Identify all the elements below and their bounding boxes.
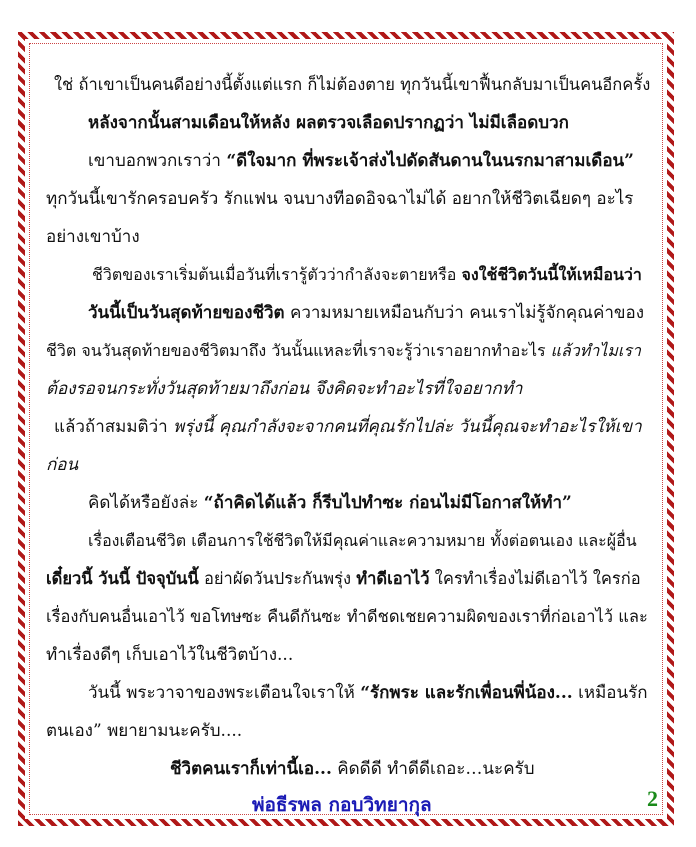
paragraph-line [88,150,634,172]
text-run: ความหมายเหมือนกับว่า คนเราไม่รู้จักคุณค่าของ [284,303,645,323]
text-run: อย่าผัดวันประกันพรุ่ง [198,569,357,588]
bold-text: วันนี้เป็นวันสุดท้ายของชีวิต [88,303,285,323]
bold-text: ชีวิตคนเราก็เท่านี้เอ... [170,759,332,779]
paragraph-line [46,340,641,362]
page-number: 2 [647,786,658,811]
text-run: หลังจากนั้นสามเดือนให้หลัง ผลตรวจเลือดปรากฏว่า ไม่มีเลือดบวก [88,113,569,133]
paragraph-line [46,644,293,666]
paragraph-line [46,454,78,476]
author-signature [252,794,432,816]
bold-text: ทำดีเอาไว้ [356,569,430,588]
paragraph-line [88,682,648,704]
text-run: เรื่องเตือนชีวิต เตือนการใช้ชีวิตให้มีคุณค่าและความหมาย ทั้งต่อตนเอง และผู้อื่น [88,531,637,550]
paragraph-line [88,492,572,514]
paragraph-line [92,264,642,286]
text-run: เขาบอกพวกเราว่า [88,151,227,171]
text-run: ใครทำเรื่องไม่ดีเอาไว้ ใครก่อ [429,569,641,588]
text-run: ตนเอง” พยายามนะครับ.... [46,721,243,741]
paragraph-line [46,606,648,628]
bold-quote: “ดีใจมาก ที่พระเจ้าส่งไปดัดสันดานในนรกมาสามเดือน” [226,151,634,171]
paragraph-line [46,720,242,742]
text-run: ชีวิต จนวันสุดท้ายของชีวิตมาถึง วันนั้นแหละที่เราจะรู้ว่าเราอยากทำอะไร [46,341,551,360]
paragraph-line [46,226,140,248]
signature-text: พ่อธีรพล กอบวิทยากุล [252,794,432,816]
text-run: คิดดีดี ทำดีดีเถอะ…นะครับ [331,759,535,779]
paragraph-line [88,530,637,552]
paragraph-line [46,568,641,590]
italic-text: พรุ่งนี้ คุณกำลังจะจากคนที่คุณรักไปล่ะ วันนี้คุณจะทำอะไรให้เขา [173,417,642,437]
text-run: ทำเรื่องดีๆ เก็บเอาไว้ในชีวิตบ้าง... [46,645,294,665]
bold-quote: “ถ้าคิดได้แล้ว ก็รีบไปทำซะ ก่อนไม่มีโอกาสให้ทำ” [203,493,572,513]
closing-line [170,758,534,780]
text-run: ทุกวันนี้เขารักครอบครัว รักแฟน จนบางทีอดอิจฉาไม่ได้ อยากให้ชีวิตเฉียดๆ อะไร [46,189,634,209]
paragraph-line [46,378,522,400]
text-run: ใช่ ถ้าเขาเป็นคนดีอย่างนี้ตั้งแต่แรก ก็ไม่ต้องตาย ทุกวันนี้เขาฟื้นกลับมาเป็นคนอีกครั้ง [54,75,651,94]
bold-quote: “รักพระ และรักเพื่อนพี่น้อง... [360,683,573,703]
paragraph-line [46,188,633,210]
paragraph-line [54,416,642,438]
italic-text: แล้วทำไมเรา [550,341,641,360]
text-run: เรื่องกับคนอื่นเอาไว้ ขอโทษซะ คืนดีกันซะ ทำดีชดเชยความผิดของเราที่ก่อเอาไว้ และ [46,607,648,626]
text-run: แล้วถ้าสมมติว่า [54,417,174,437]
text-run: ชีวิตของเราเริ่มต้นเมื่อวันที่เรารู้ตัวว่ากำลังจะตายหรือ [92,265,462,284]
paragraph-line [88,302,644,324]
paragraph-line [88,112,569,134]
text-run: วันนี้ พระวาจาของพระเตือนใจเราให้ [88,683,361,703]
text-run: อย่างเขาบ้าง [46,227,140,247]
italic-text: ต้องรอจนกระทั่งวันสุดท้ายมาถึงก่อน จึงคิดจะทำอะไรที่ใจอยากทำ [46,379,523,399]
italic-text: ก่อน [46,455,79,475]
text-run: คิดได้หรือยังล่ะ [88,493,204,513]
bold-text: เดี๋ยวนี้ วันนี้ ปัจจุบันนี้ [46,569,199,588]
bold-text: จงใช้ชีวิตวันนี้ให้เหมือนว่า [461,265,642,284]
text-run: เหมือนรัก [572,683,648,703]
paragraph-line [54,74,650,96]
